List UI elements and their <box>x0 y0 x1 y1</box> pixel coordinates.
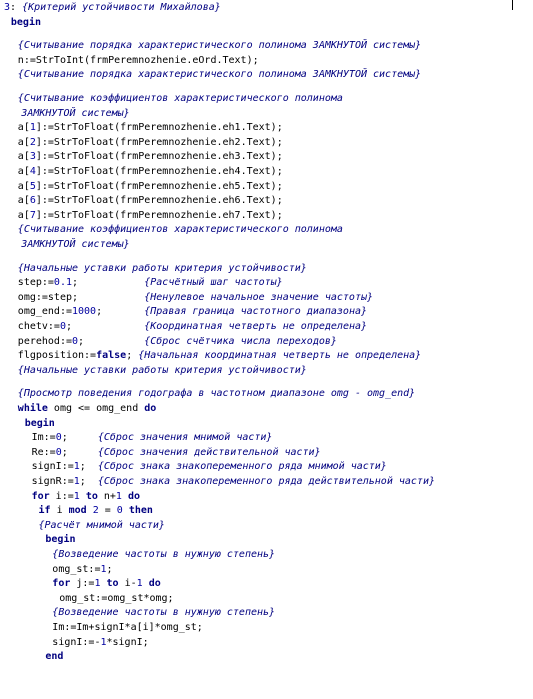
number-token: 1 <box>29 122 36 134</box>
code-token: a[ <box>17 151 30 163</box>
code-line <box>18 91 343 106</box>
code-line <box>52 635 148 650</box>
code-line <box>18 53 259 68</box>
code-token: ]:=StrToFloat(frmPeremnozhenie.eh3.Text); <box>35 151 283 163</box>
code-token: perehod:= <box>17 335 72 347</box>
number-token: 0 <box>55 432 62 444</box>
code-token: = <box>98 505 117 517</box>
text-cursor <box>512 0 513 10</box>
number-token: 1 <box>73 461 80 473</box>
keyword-token: then <box>128 505 153 517</box>
code-token: signI:= <box>31 461 74 473</box>
code-line <box>21 106 129 121</box>
code-token: signI:=- <box>52 636 101 648</box>
number-token: 0 <box>55 446 62 458</box>
number-token: 6 <box>29 195 36 207</box>
number-token: 0 <box>71 335 79 347</box>
code-line <box>18 135 283 150</box>
number-token: 3 <box>29 151 36 163</box>
comment-token: {Расчётный шаг частоты} <box>144 277 283 289</box>
code-line <box>21 237 129 252</box>
code-token: : <box>10 2 23 13</box>
code-token: ; <box>79 461 98 473</box>
comment-token: {Сброс счётчика числа переходов} <box>144 335 337 347</box>
code-token: ; <box>61 432 98 444</box>
code-token: a[ <box>17 195 30 207</box>
code-token: ]:=StrToFloat(frmPeremnozhenie.eh4.Text); <box>35 166 283 177</box>
number-token: 1 <box>73 476 80 487</box>
code-token: omg:=step; <box>17 291 145 303</box>
number-token: 5 <box>29 180 36 192</box>
number-token: 1 <box>94 578 101 590</box>
number-token: 2 <box>92 505 99 517</box>
code-token: a[ <box>17 136 30 148</box>
comment-token: {Считывание коэффициентов характеристического полинома <box>17 93 343 104</box>
code-line <box>18 348 421 363</box>
code-line <box>25 416 55 431</box>
comment-token: {Сброс знака знакопеременного ряда действительной части} <box>97 476 435 487</box>
code-line <box>18 386 415 401</box>
number-token: 1 <box>100 636 107 648</box>
code-token: omg <= omg_end <box>47 403 145 414</box>
code-line <box>32 474 435 489</box>
code-token: ; <box>79 476 98 487</box>
number-token: 1 <box>115 490 122 502</box>
comment-token: {Начальные уставки работы критерия устойчивости} <box>17 262 307 274</box>
comment-token: {Начальная координатная четверть не определена} <box>138 350 422 362</box>
code-token: ; <box>96 306 145 318</box>
code-line <box>18 179 283 194</box>
code-line <box>18 222 343 237</box>
code-line <box>18 38 421 53</box>
code-line <box>18 193 283 208</box>
keyword-token: begin <box>45 534 76 546</box>
code-token: ]:=StrToFloat(frmPeremnozhenie.eh7.Text); <box>35 209 283 221</box>
code-line <box>32 445 321 460</box>
code-token: ]:=StrToFloat(frmPeremnozhenie.eh6.Text); <box>35 195 283 207</box>
keyword-token: do <box>148 578 161 590</box>
code-line <box>52 562 112 577</box>
code-token: n+ <box>97 490 116 502</box>
number-token: 3 <box>4 2 11 13</box>
code-line <box>18 290 373 305</box>
code-token: ]:=StrToFloat(frmPeremnozhenie.eh1.Text); <box>35 122 283 134</box>
comment-token: {Сброс значения мнимой части} <box>97 432 273 444</box>
comment-token: {Расчёт мнимой части} <box>38 519 165 531</box>
code-line <box>52 620 203 635</box>
code-line <box>39 503 153 518</box>
code-line <box>18 319 367 334</box>
keyword-token: for <box>52 578 71 590</box>
code-token: Im:= <box>31 432 56 444</box>
code-token: ; <box>126 350 139 362</box>
code-token: ; <box>78 335 145 347</box>
code-line <box>4 0 221 15</box>
keyword-token: begin <box>24 417 55 429</box>
comment-token: {Возведение частоты в нужную степень} <box>52 549 276 560</box>
keyword-token: to <box>85 490 98 502</box>
code-token: signR:= <box>31 476 74 487</box>
number-token: 0.1 <box>53 277 72 289</box>
number-token: 7 <box>29 209 36 221</box>
number-token: 1 <box>136 578 143 590</box>
code-line <box>45 649 63 664</box>
keyword-token: if <box>38 505 51 517</box>
keyword-token: do <box>127 490 141 502</box>
code-token: Re:= <box>31 446 56 458</box>
code-line <box>18 208 283 223</box>
code-token: Im:=Im+signI*a[i]*omg_st; <box>52 622 203 633</box>
keyword-token: mod <box>68 505 87 517</box>
code-token: chetv:= <box>17 321 60 332</box>
code-token: ; <box>71 277 145 289</box>
keyword-token: to <box>106 578 119 590</box>
code-token: omg_st:= <box>52 563 101 575</box>
number-token: 1 <box>100 563 107 575</box>
code-token: i- <box>118 578 137 590</box>
keyword-token: for <box>31 490 50 502</box>
number-token: 0 <box>116 505 123 517</box>
code-token: n:=StrToInt(frmPeremnozhenie.eOrd.Text); <box>17 54 259 66</box>
comment-token: {Правая граница частотного диапазона} <box>144 306 368 318</box>
comment-token: {Начальные уставки работы критерия устойчивости} <box>17 364 307 376</box>
code-token: a[ <box>17 180 30 192</box>
code-line <box>59 591 173 606</box>
comment-token: ЗАМКНУТОЙ системы} <box>21 239 130 250</box>
code-line <box>18 363 307 378</box>
keyword-token: end <box>45 651 64 663</box>
comment-token: {Сброс значения действительной части} <box>97 446 321 458</box>
comment-token: {Ненулевое начальное значение частоты} <box>144 291 374 303</box>
code-line <box>18 149 283 164</box>
number-token: 0 <box>59 321 66 332</box>
number-token: 1000 <box>71 306 97 318</box>
code-token: a[ <box>17 209 30 221</box>
code-line <box>18 164 283 179</box>
code-line <box>18 334 337 349</box>
keyword-token: do <box>144 403 157 414</box>
keyword-token: begin <box>10 16 41 28</box>
code-line <box>18 401 156 416</box>
code-line <box>52 576 160 591</box>
comment-token: {Возведение частоты в нужную степень} <box>52 607 276 619</box>
code-token: flgposition:= <box>17 350 97 362</box>
number-token: 1 <box>73 490 80 502</box>
comment-token: {Сброс знака знакопеременного ряда мнимой части} <box>97 461 387 473</box>
comment-token: {Критерий устойчивости Михайлова} <box>22 2 221 13</box>
code-line <box>32 459 387 474</box>
comment-token: ЗАМКНУТОЙ системы} <box>21 107 130 119</box>
code-token: omg_end:= <box>17 306 72 318</box>
code-token: j:= <box>70 578 95 590</box>
code-token: ; <box>65 321 145 332</box>
code-token: step:= <box>17 277 54 289</box>
code-token: ; <box>106 563 113 575</box>
code-line <box>11 15 41 30</box>
code-token: a[ <box>17 122 30 134</box>
code-line <box>52 605 275 620</box>
comment-token: {Координатная четверть не определена} <box>144 321 368 332</box>
keyword-token: false <box>96 350 127 362</box>
comment-token: {Просмотр поведения годографа в частотном диапазоне omg - omg_end} <box>17 388 416 400</box>
code-line <box>45 532 75 547</box>
code-token: *signI; <box>106 636 149 648</box>
code-token: ]:=StrToFloat(frmPeremnozhenie.eh2.Text); <box>35 136 283 148</box>
code-token: ; <box>61 446 98 458</box>
code-token: i:= <box>49 490 74 502</box>
code-line <box>32 489 140 504</box>
code-token: ]:=StrToFloat(frmPeremnozhenie.eh5.Text); <box>35 180 283 192</box>
code-line <box>18 275 283 290</box>
number-token: 2 <box>29 136 36 148</box>
comment-token: {Считывание коэффициентов характеристического полинома <box>17 224 343 236</box>
comment-token: {Считывание порядка характеристического полинома ЗАМКНУТОЙ системы} <box>17 69 422 81</box>
code-line <box>52 547 275 562</box>
code-line <box>39 518 165 533</box>
code-token: a[ <box>17 166 30 177</box>
code-token: i <box>50 505 69 517</box>
code-line <box>18 120 283 135</box>
code-line <box>18 67 421 82</box>
code-line <box>18 304 367 319</box>
number-token: 4 <box>29 166 36 177</box>
keyword-token: while <box>17 403 48 414</box>
comment-token: {Считывание порядка характеристического полинома ЗАМКНУТОЙ системы} <box>17 40 422 52</box>
code-line <box>32 430 273 445</box>
code-token: omg_st:=omg_st*omg; <box>59 592 174 604</box>
code-line <box>18 261 307 276</box>
